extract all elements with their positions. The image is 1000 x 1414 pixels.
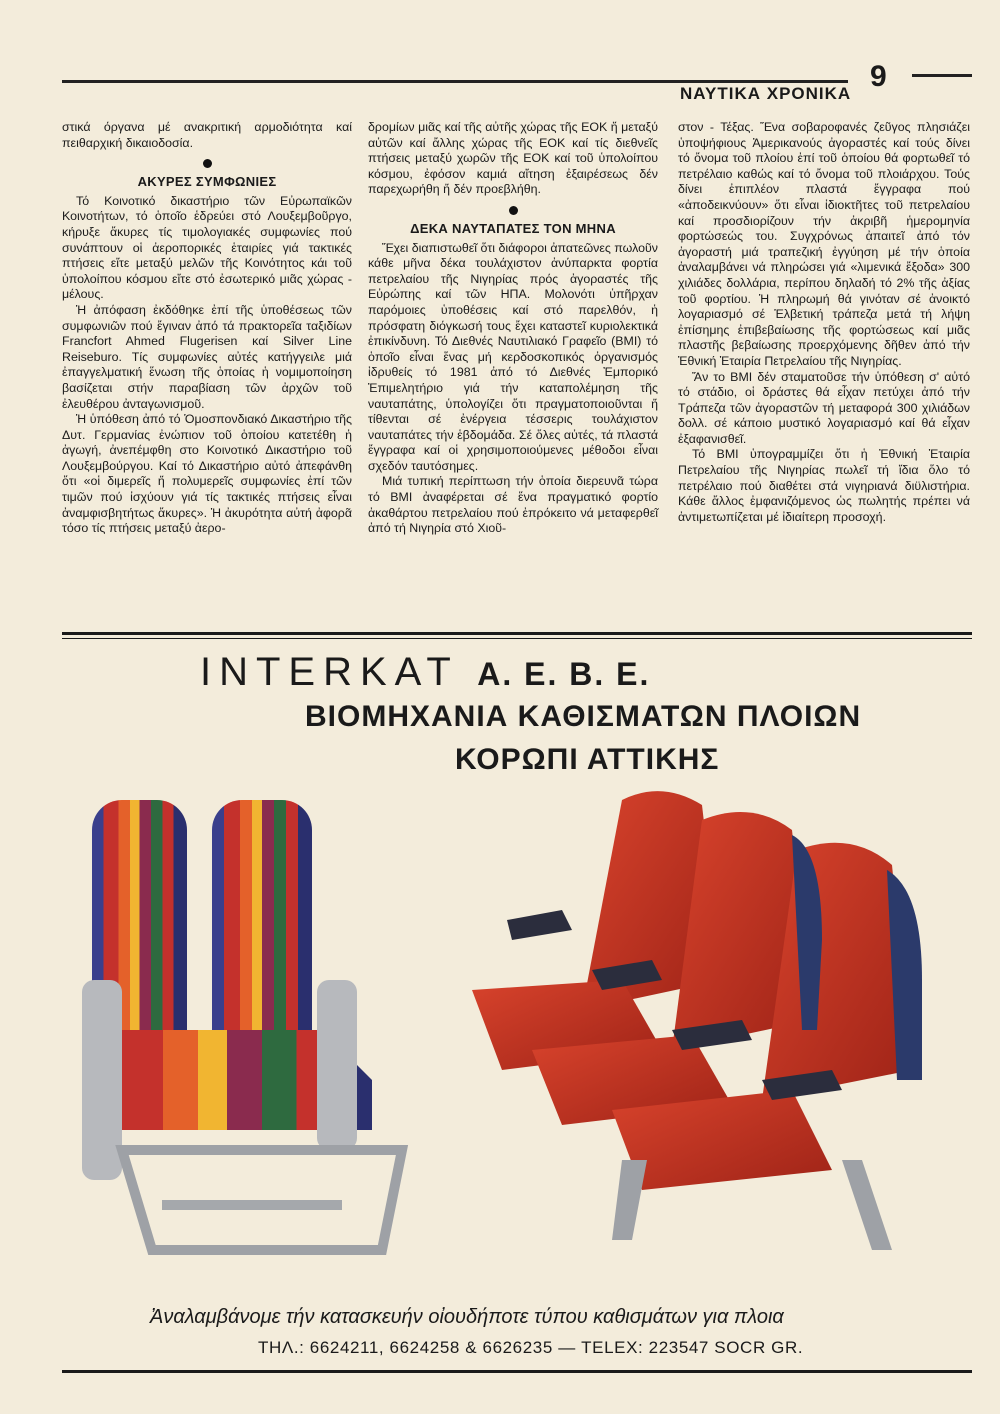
column-1 — [62, 120, 352, 537]
col3-paragraph: Ἄν το BMI δέν σταματοῦσε τήν ὑπόθεση σ' αὐτό τό στάδιο, οἱ δράστες θά εἶχαν πετύχει ἀπό τήν Τράπεζα τῶν ἀγοραστῶν τή μεταφορά 300 χιλιάδων δολλ. σέ κάποιο μυστικό λογαριασμό καί θά εἶχαν ἐξαφανισθεῖ. — [678, 369, 970, 446]
ad-subtitle: ΒΙΟΜΗΧΑΝΙΑ ΚΑΘΙΣΜΑΤΩΝ ΠΛΟΙΩΝ — [305, 700, 862, 733]
header-rule-left — [62, 80, 848, 83]
col3-intro: στον - Τέξας. Ἕνα σοβαροφανές ζεῦγος πλησιάζει ὑποψήφιους Ἀμερικανούς ἀγοραστές καί τούς δίνει τό ὄνομα τοῦ πλοίου ἐπί τοῦ ὁποίου θά φορτωθεῖ τό πετρέλαιο καθώς καί τό ὄνομα τοῦ πλοιάρχου. Τούς δίνει ἐπιπλέον πλαστά ἔγγραφα πού «ἀποδεικνύουν» ὅτι εἶναι ἰδιοκτῆτες τοῦ πετρελαίου καί προσδιορίζουν τήν ἀκριβῆ ἡμερομηνία φορτώσεώς του. Συγχρόνως ἀπαιτεῖ ἀπό τόν ἀγοραστή μιά τραπεζική ἐγγύηση μέ τήν ὁποία ἀναλαμβάνει νά πληρώσει γιά «λιμενικά ἔξοδα» 300 χιλιάδες δολλάρια, περίπου δηλαδή τό 2% τῆς ἀξίας τοῦ φορτίου. Ἡ πληρωμή θά γινόταν σέ ἀνοικτό λογαριασμό σέ Ἑλβετική τράπεζα μετά τή λήψη ἐπίσημης ἐπιβεβαίωσης τῆς φορτώσεως καί μιᾶς πλαστῆς βεβαίωσης προερχόμενης δῆθεν ἀπό τήν Ἐθνική Ἑταιρία Πετρελαίου τῆς Νιγηρίας. — [678, 120, 970, 368]
publication-title: ΝΑΥΤΙΚΑ ΧΡΟΝΙΚΑ — [680, 84, 852, 103]
red-seats-right — [472, 791, 922, 1250]
col3-paragraph: Τό BMI ὑπογραμμίζει ὅτι ἡ Ἐθνική Ἑταιρία Πετρελαίου τῆς Νιγηρίας πωλεῖ τή ἴδια ὅλο τό πετρέλαιο πού διαθέτει στά νιγηριανά διϋλιστήρια. Κάθε ἄλλος ἐμφανιζόμενος ὡς πωλητής πρέπει νά ἀντιμετωπίζεται μέ ἰδιαίτερη προσοχή. — [678, 447, 970, 524]
ad-brand-name: INTERKAT — [200, 650, 459, 694]
ad-top-rule-thin — [62, 638, 972, 639]
striped-seat-left — [82, 800, 402, 1250]
col2-intro: δρομίων μιᾶς καί τῆς αὐτῆς χώρας τῆς ΕΟΚ ἤ μεταξύ αὐτῶν καί ἄλλης χώρας τῆς ΕΟΚ καί τίς διεθνεῖς πτήσεις μεταξύ χωρῶν τῆς ΕΟΚ καί τοῦ ὑπολοίπου κόσμου, ἐφόσον καμιά αἴτηση ἐξαιρέσεως δέν παρεχωρήθη ἤ δέν προεβλήθη. — [368, 120, 658, 197]
ad-location: ΚΟΡΩΠΙ ΑΤΤΙΚΗΣ — [455, 743, 720, 776]
col1-paragraph: Ἡ ὑπόθεση ἀπό τό Ὁμοσπονδιακό Δικαστήριο τῆς Δυτ. Γερμανίας ἐνώπιον τοῦ ὁποίου κατετέθη ἡ ἀγωγή, ἀνεπέμφθη στο Κοινοτικό Δικαστήριο τοῦ Λουξεμβούργου. Καί τό Δικαστήριο αὐτό ἀπεφάνθη ὅτι «οἱ διμερεῖς ἤ πολυμερεῖς συμφωνίες ἐπί τῶν τιμῶν πού ἰσχύουν γιά τίς τακτικές πτήσεις εἶναι ἀναμφισβητήτως ἄκυρες». Ἡ ἀκυρότητα αὐτή ἀφορᾶ τόσο τίς πτήσεις μεταξύ ἀερο- — [62, 412, 352, 536]
ad-brand — [200, 650, 650, 695]
ship-seats-photo — [62, 780, 972, 1300]
col1-paragraph: Τό Κοινοτικό δικαστήριο τῶν Εὐρωπαϊκῶν Κοινοτήτων, τό ὁποῖο ἑδρεύει στό Λουξεμβοῦργο, κήρυξε ἄκυρες τίς τιμολογιακές συμφωνίες πού συνάπτουν οἱ ἀεροπορικές ἑταιρίες γιά τακτικές πτήσεις εἴτε μεταξύ μελῶν τῆς Κοινότητος κάι τοῦ ὑπολοίπου κόσμου εἴτε στό ἐσωτερικό μιᾶς χώρας - μέλους. — [62, 193, 352, 302]
col2-paragraph: Μιά τυπική περίπτωση τήν ὁποία διερευνᾶ τώρα τό BMI ἀναφέρεται σέ ἕνα πραγματικό φορτίο ἀκαθάρτου πετρελαίου πού ἐπρόκειτο νά μεταφερθεῖ ἀπό τή Νιγηρία στό Χιοῦ- — [368, 474, 658, 536]
page-number: 9 — [870, 60, 887, 93]
ad-bottom-rule — [62, 1370, 972, 1373]
col2-paragraph: Ἔχει διαπιστωθεῖ ὅτι διάφοροι ἀπατεῶνες πωλοῦν κάθε μῆνα δέκα τουλάχιστον ἀνύπαρκτα φορτία πετρελαίου τῆς Νιγηρίας πρός ἀγοραστές τῆς Εὐρώπης καί τῶν ΗΠΑ. Μολονότι ὑπῆρχαν παρόμοιες ὑποθέσεις καί στό παρελθόν, ἡ πρόσφατη διόγκωσή τους ἔχει καταστεῖ κυριολεκτικά ἐπικίνδυνη. Τό Διεθνές Ναυτιλιακό Γραφεῖο (BMI) τό ὁποῖο εἶναι ἕνας μή κερδοσκοπικός ὀργανισμός ἱδρυθείς τό 1981 ἀπό τό Διεθνές Ἐμπορικό Ἐπιμελητήριο γιά τήν καταπολέμηση τῆς ναυταπάτης, ὑπολογίζει ὅτι πραγματοποιοῦνται ἤ τίθενται σέ ἐνέργεια τέσσερις τουλάχιστον ναυταπάτες τήν ἑβδομάδα. Σέ ὅλες αὐτές, τά πλαστά ἔγγραφα καί οἱ χρησιμοποιούμενες μέθοδοι εἶναι σχεδόν ταυτόσημες. — [368, 240, 658, 473]
ad-contact: ΤΗΛ.: 6624211, 6624258 & 6626235 — TELEX: 223547 SOCR GR. — [258, 1338, 804, 1357]
ad-tagline: Ἀναλαμβάνομε τήν κατασκευήν οἰουδήποτε τύπου καθισμάτων για πλοια — [150, 1306, 784, 1328]
col1-paragraph: Ἡ ἀπόφαση ἐκδόθηκε ἐπί τῆς ὑποθέσεως τῶν συμφωνιῶν πού ἔγιναν ἀπό τά πρακτορεῖα ταξιδίων Francfort Ahmed Flugerisen καί Silver Line Reiseburo. Τίς συμφωνίες αὐτές κατήγγειλε μιά ἐπαγγελματική ἕνωση τῆς ὁποίας ἡ νομιμοποίηση βασίζεται στήν παραβίαση τῶν ἀρχῶν τοῦ ἐλευθέρου ἀνταγωνισμοῦ. — [62, 302, 352, 411]
article-heading-ten-frauds: ΔΕΚΑ ΝΑΥΤΑΠΑΤΕΣ ΤΟΝ ΜΗΝΑ — [410, 220, 616, 236]
ad-brand-suffix: Α. Ε. Β. Ε. — [477, 656, 651, 692]
header-rule-right — [912, 74, 972, 77]
ad-top-rule — [62, 632, 972, 635]
column-2 — [368, 120, 658, 537]
column-3 — [678, 120, 970, 525]
article-heading-void-agreements: ΑΚΥΡΕΣ ΣΥΜΦΩΝΙΕΣ — [137, 174, 277, 190]
bullet-dot — [203, 159, 212, 168]
bullet-dot — [509, 206, 518, 215]
col1-intro: στικά όργανα μέ ανακριτική αρμοδιότητα καί πειθαρχική δικαιοδοσία. — [62, 120, 352, 150]
